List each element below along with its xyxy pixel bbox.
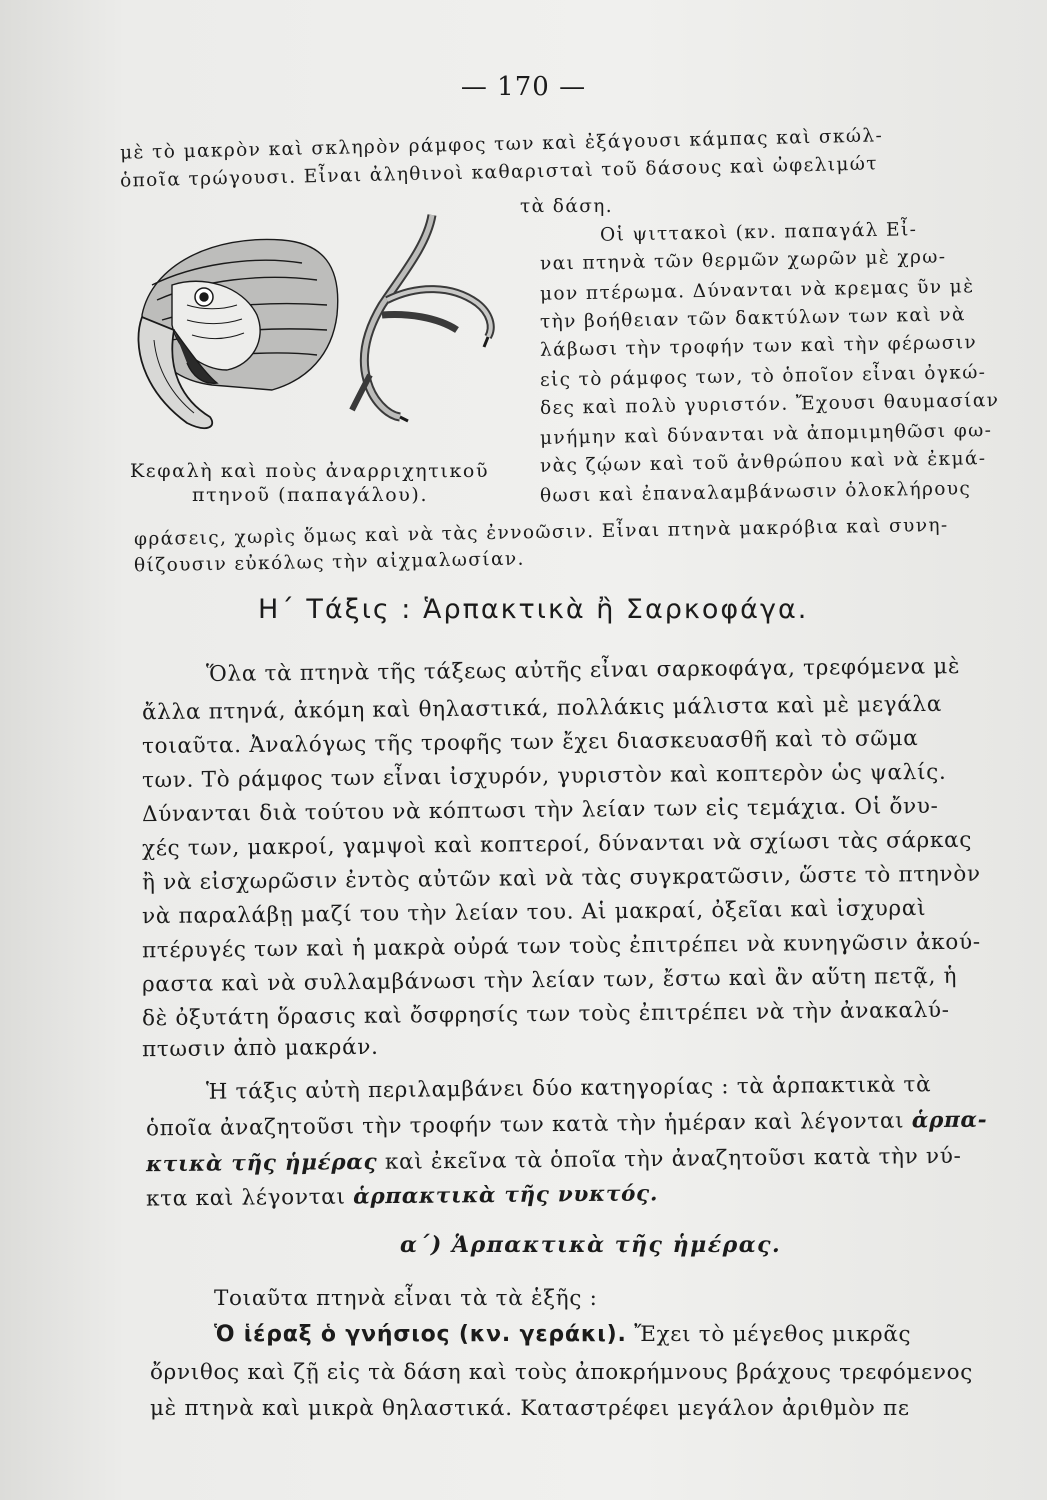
body-line-4: των. Τὸ ράμφος των εἶναι ἰσχυρόν, γυριστὸν καὶ κοπτερὸν ὡς ψαλίς. [141,759,947,794]
categories-line-4-text: κτα καὶ λέγονται [145,1184,354,1212]
figure-caption-line-1: Κεφαλὴ καὶ ποὺς ἀναρριχητικοῦ [130,460,490,482]
categories-line-2-text: ὁποῖα ἀναζητοῦσι τὴν τροφήν των κατὰ τὴν ἡμέραν καὶ λέγονται [145,1108,912,1142]
side-line-11: θωσι καὶ ἐπαναλαμβάνωσιν ὁλοκλήρους [539,478,972,507]
side-line-10: νὰς ζῴων καὶ τοῦ ἀνθρώπου καὶ νὰ ἐκμά- [539,448,987,477]
body-line-5: Δύνανται διὰ τούτου νὰ κόπτωσι τὴν λείαν των εἰς τεμάχια. Οἱ ὄνυ- [141,793,939,828]
side-line-2: Οἱ ψιττακοὶ (κν. παπαγάλ Εἶ- [599,219,918,246]
parrot-head-and-foot-image [132,205,500,430]
body-line-11: δὲ ὀξυτάτη ὅρασις καὶ ὄσφρησίς των τοὺς ἐπιτρέπει νὰ τὴν ἀνακαλύ- [141,997,950,1032]
body-line-2: ἄλλα πτηνά, ἀκόμη καὶ θηλαστικά, πολλάκις μάλιστα καὶ μὲ μεγάλα [141,691,943,726]
side-line-1: τὰ δάση. [520,196,614,217]
intro-line-2: ὁποῖα τρώγουσι. Εἶναι ἀληθινοὶ καθαρισταὶ τοῦ δάσους καὶ ὠφελιμώτ [119,153,879,192]
body-line-6: χές των, μακροί, γαμψοὶ καὶ κοπτεροί, δύνανται νὰ σχίωσι τὰς σάρκας [141,827,973,862]
categories-line-1: Ἡ τάξις αὐτὴ περιλαμβάνει δύο κατηγορίας : τὰ ἁρπακτικὰ τὰ [205,1072,932,1105]
subsection-heading: α΄) Ἁρπακτικὰ τῆς ἡμέρας. [400,1232,782,1258]
side-line-9: μνήμην καὶ δύνανται νὰ ἀπομιμηθῶσι φω- [539,420,993,449]
body-line-3: τοιαῦτα. Ἀναλόγως τῆς τροφῆς των ἔχει διασκευασθῆ καὶ τὸ σῶμα [141,725,919,760]
hawk-line-1-text: Ἔχει τὸ μέγεθος μικρᾶς [626,1322,912,1347]
hawk-title: Ὁ ἱέραξ ὁ γνήσιος (κν. γεράκι). [214,1322,627,1347]
categories-line-2-bold: ἁρπα- [911,1107,988,1134]
categories-line-3 [146,1144,962,1178]
body-line-8: νὰ παραλάβῃ μαζί του τὴν λείαν του. Αἱ μακραί, ὀξεῖαι καὶ ἰσχυραὶ [141,895,927,930]
figure-caption-line-2: πτηνοῦ (παπαγάλου). [192,484,429,506]
side-line-7: εἰς τὸ ράμφος των, τὸ ὁποῖον εἶναι ὀγκώ- [539,362,987,391]
body-line-10: ραστα καὶ νὰ συλλαμβάνωσι τὴν λείαν των, ἔστω καὶ ἂν αὕτη πετᾷ, ἡ [141,963,958,998]
intro-line-1: μὲ τὸ μακρὸν καὶ σκληρὸν ράμφος των καὶ ἐξάγουσι κάμπας καὶ σκώλ- [119,125,884,164]
hawk-line-3: μὲ πτηνὰ καὶ μικρὰ θηλαστικά. Καταστρέφει μεγάλον ἀριθμὸν πε [150,1396,910,1421]
body-line-7: ἢ νὰ εἰσχωρῶσιν ἐντὸς αὐτῶν καὶ νὰ τὰς συγκρατῶσιν, ὥστε τὸ πτηνὸν [141,861,981,896]
categories-line-4-bold: ἁρπακτικὰ τῆς νυκτός. [352,1181,659,1210]
categories-line-4 [146,1181,658,1211]
hawk-line-2: ὄρνιθος καὶ ζῇ εἰς τὰ δάση καὶ τοὺς ἀποκρήμνους βράχους τρεφόμενος [150,1360,974,1385]
side-line-4: μον πτέρωμα. Δύνανται νὰ κρεμας ῦν μὲ [539,276,975,305]
side-line-6: λάβωσι τὴν τροφήν των καὶ τὴν φέρωσιν [539,332,978,361]
after-line-2: θίζουσιν εὐκόλως τὴν αἰχμαλωσίαν. [133,548,525,577]
hawk-line-1 [214,1322,911,1347]
page-number: — 170 — [460,72,587,102]
section-heading: Η΄ Τάξις : Ἁρπακτικὰ ἢ Σαρκοφάγα. [258,594,809,625]
list-intro: Τοιαῦτα πτηνὰ εἶναι τὰ τὰ ἑξῆς : [214,1286,598,1311]
side-line-5: τὴν βοήθειαν τῶν δακτύλων των καὶ νὰ [539,304,966,333]
after-line-1: φράσεις, χωρὶς ὅμως καὶ νὰ τὰς ἐννοῶσιν. Εἶναι πτηνὰ μακρόβια καὶ συνη- [133,514,949,551]
side-line-3: ναι πτηνὰ τῶν θερμῶν χωρῶν μὲ χρω- [539,246,947,275]
body-line-9: πτέρυγές των καὶ ἡ μακρὰ οὐρά των τοὺς ἐπιτρέπει νὰ κυνηγῶσιν ἀκού- [141,929,981,964]
categories-line-2 [146,1108,988,1142]
body-line-1: Ὅλα τὰ πτηνὰ τῆς τάξεως αὐτῆς εἶναι σαρκοφάγα, τρεφόμενα μὲ [205,654,961,687]
body-line-12: πτωσιν ἀπὸ μακράν. [141,1034,379,1063]
side-line-8: δες καὶ πολὺ γυριστόν. Ἔχουσι θαυμασίαν [539,389,1000,420]
categories-line-3-bold: κτικὰ τῆς ἡμέρας [145,1149,378,1178]
parrot-illustration [132,205,500,430]
categories-line-3-text: καὶ ἐκεῖνα τὰ ὁποῖα τὴν ἀναζητοῦσι κατὰ τὴν νύ- [377,1143,962,1175]
